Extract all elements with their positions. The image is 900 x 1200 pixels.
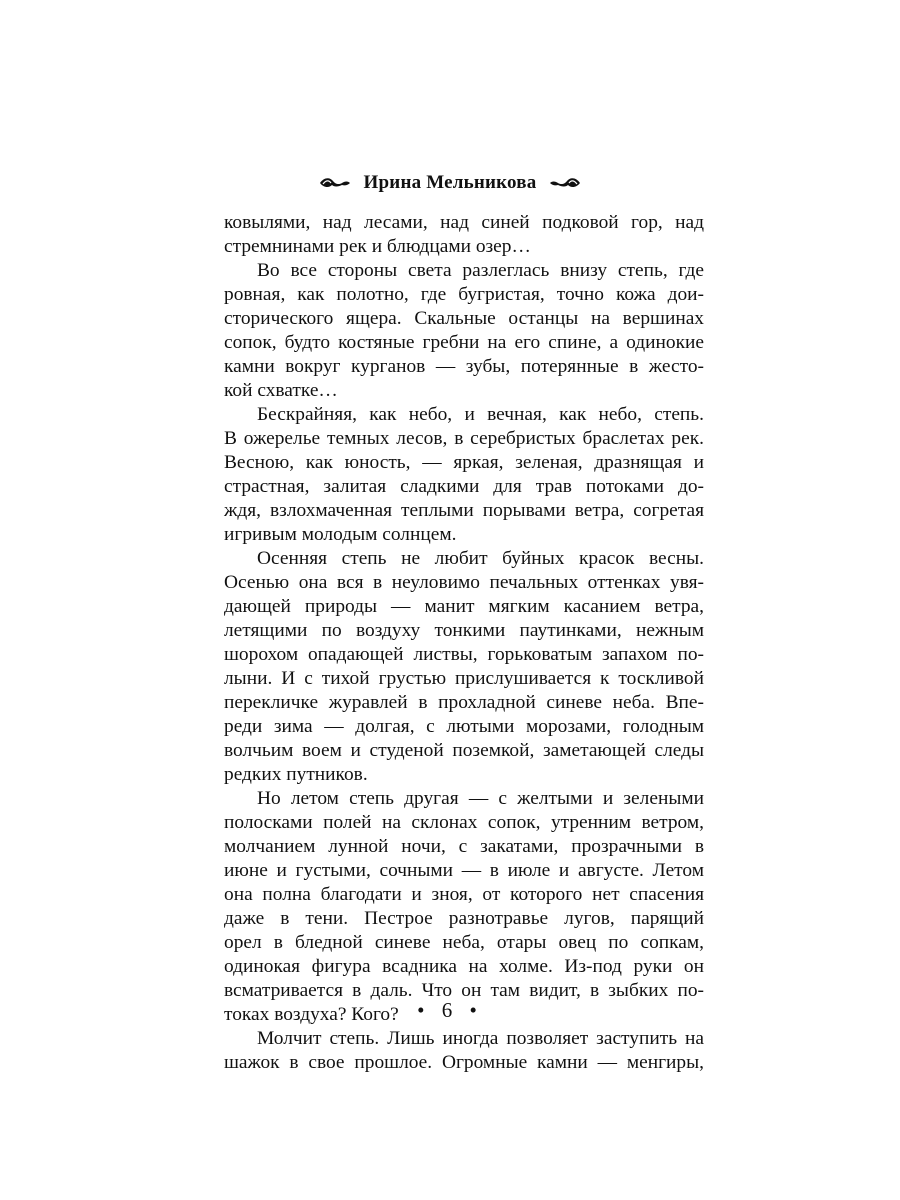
running-head-author: Ирина Мельникова xyxy=(363,172,537,193)
text-line: камни вокруг курганов — зубы, потерянные в жесто- xyxy=(224,356,704,377)
text-line: сторического ящера. Скальные останцы на вершинах xyxy=(224,308,704,329)
text-line: страстная, залитая сладкими для трав потоками до- xyxy=(224,476,704,497)
text-line: Осенняя степь не любит буйных красок весны. xyxy=(257,548,704,569)
page-number: • 6 • xyxy=(417,998,483,1022)
text-line: игривым молодым солнцем. xyxy=(224,524,457,545)
text-line: июне и густыми, сочными — в июле и августе. Летом xyxy=(224,860,704,881)
text-line: шорохом опадающей листвы, горьковатым запахом по- xyxy=(224,644,704,665)
text-line: даже в тени. Пестрое разнотравье лугов, парящий xyxy=(224,908,704,929)
text-line: полосками полей на склонах сопок, утренним ветром, xyxy=(224,812,704,833)
fleuron-left-icon xyxy=(318,175,352,191)
text-line: Во все стороны света разлеглась внизу степь, где xyxy=(257,260,704,281)
text-line: ждя, взлохмаченная теплыми порывами ветра, согретая xyxy=(224,500,704,521)
text-line: она полна благодати и зноя, от которого нет спасения xyxy=(224,884,704,905)
text-line: Бескрайняя, как небо, и вечная, как небо, степь. xyxy=(257,404,704,425)
running-header xyxy=(0,168,900,198)
text-line: молчанием лунной ночи, с закатами, прозрачными в xyxy=(224,836,704,857)
text-line: редких путников. xyxy=(224,764,368,785)
text-line: В ожерелье темных лесов, в серебристых браслетах рек. xyxy=(224,428,704,449)
text-line: Осенью она вся в неуловимо печальных оттенках увя- xyxy=(224,572,704,593)
text-line: перекличке журавлей в прохладной синеве неба. Впе- xyxy=(224,692,704,713)
text-line: токах воздуха? Кого? xyxy=(224,1004,399,1025)
text-line: Молчит степь. Лишь иногда позволяет заступить на xyxy=(257,1028,704,1049)
text-line: кой схватке… xyxy=(224,380,338,401)
text-line: летящими по воздуху тонкими паутинками, нежным xyxy=(224,620,704,641)
text-line: лыни. И с тихой грустью прислушивается к тоскливой xyxy=(224,668,704,689)
text-line: дающей природы — манит мягким касанием ветра, xyxy=(224,596,704,617)
text-line: ровная, как полотно, где бугристая, точно кожа дои- xyxy=(224,284,704,305)
text-line: волчьим воем и студеной поземкой, заметающей следы xyxy=(224,740,704,761)
text-line: реди зима — долгая, с лютыми морозами, голодным xyxy=(224,716,704,737)
text-line: одинокая фигура всадника на холме. Из-под руки он xyxy=(224,956,704,977)
fleuron-right-icon xyxy=(548,175,582,191)
text-line: Но летом степь другая — с желтыми и зелеными xyxy=(257,788,704,809)
body-text xyxy=(224,211,704,1075)
text-line: орел в бледной синеве неба, отары овец по сопкам, xyxy=(224,932,704,953)
text-line: Весною, как юность, — яркая, зеленая, дразнящая и xyxy=(224,452,704,473)
text-line: стремнинами рек и блюдцами озер… xyxy=(224,236,531,257)
text-line: ковылями, над лесами, над синей подковой гор, над xyxy=(224,212,704,233)
text-line: шажок в свое прошлое. Огромные камни — менгиры, xyxy=(224,1052,704,1073)
text-line: всматривается в даль. Что он там видит, в зыбких по- xyxy=(224,980,704,1001)
text-line: сопок, будто костяные гребни на его спине, а одинокие xyxy=(224,332,704,353)
